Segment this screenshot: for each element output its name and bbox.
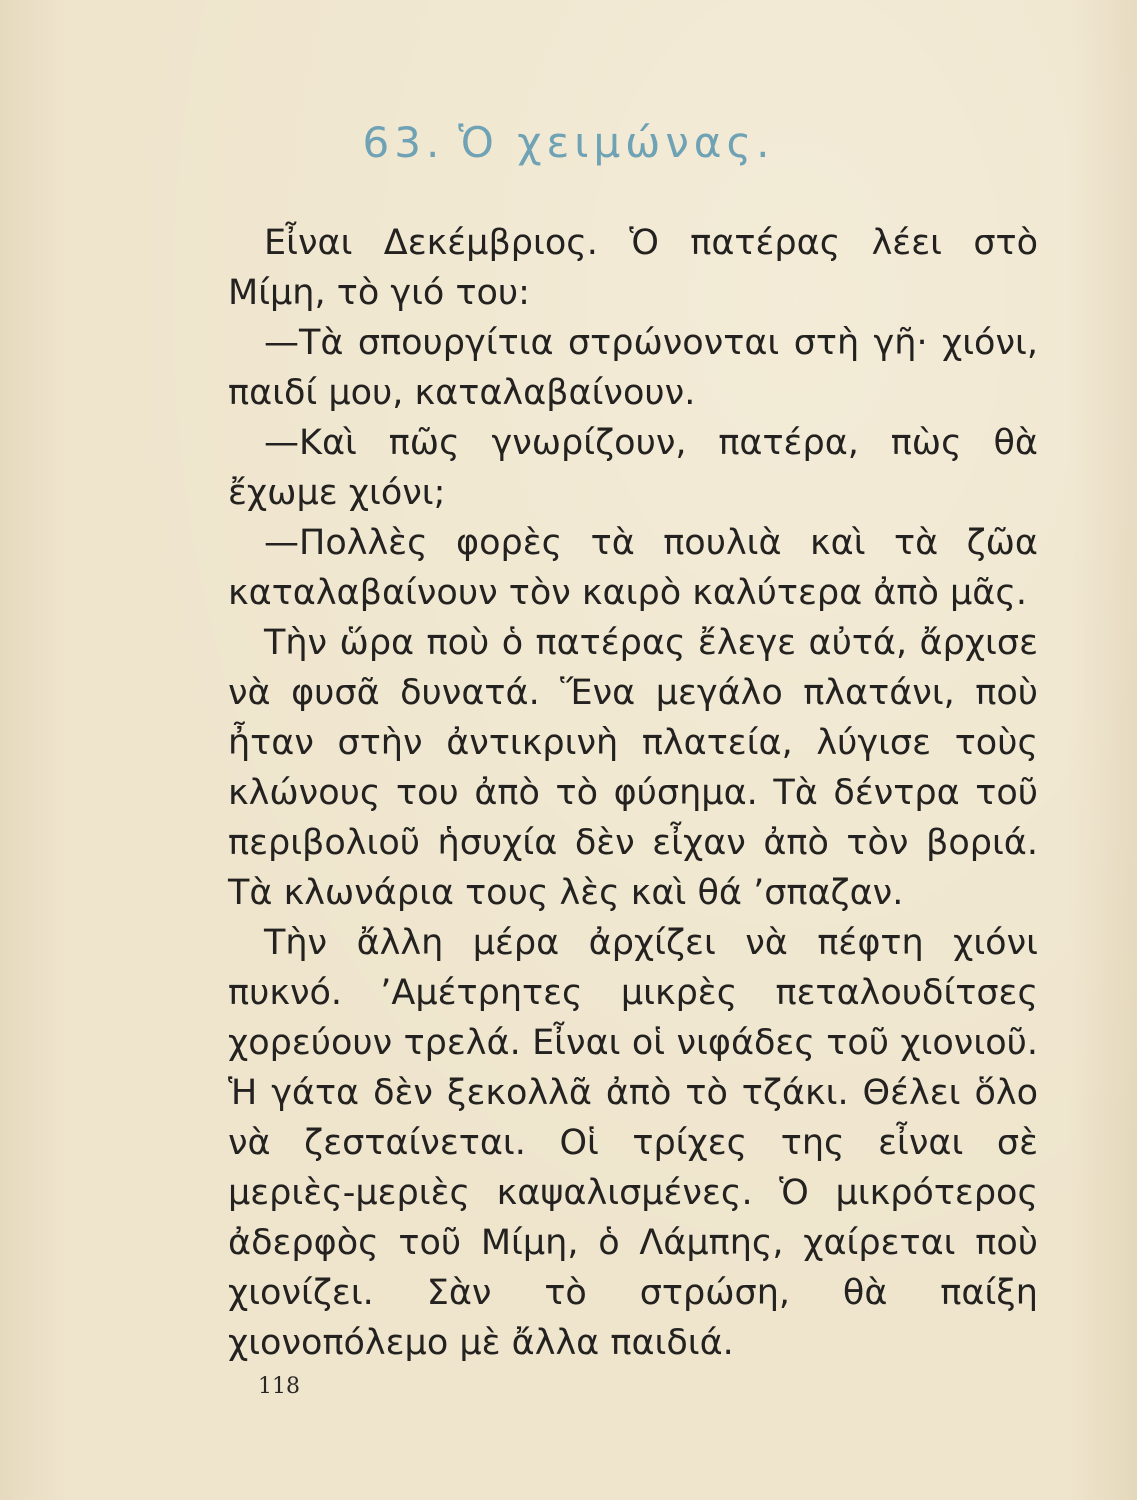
paragraph: —Πολλὲς φορὲς τὰ πουλιὰ καὶ τὰ ζῶα καταλαβαίνουν τὸν καιρὸ καλύτερα ἀπὸ μᾶς. (228, 523, 1038, 613)
chapter-number: 63. (362, 118, 445, 167)
chapter-heading (0, 118, 1137, 167)
paragraph: —Καὶ πῶς γνωρίζουν, πατέρα, πὼς θὰ ἔχωμε χιόνι; (228, 423, 1038, 513)
page-number: 118 (258, 1374, 300, 1399)
paragraph: Τὴν ἄλλη μέρα ἀρχίζει νὰ πέφτη χιόνι πυκνό. ’Αμέτρητες μικρὲς πεταλουδίτσες χορεύουν τρελά. Εἶναι οἱ νιφάδες τοῦ χιονιοῦ. Ἡ γάτα δὲν ξεκολλᾶ ἀπὸ τὸ τζάκι. Θέλει ὅλο νὰ ζεσταίνεται. Οἱ τρίχες της εἶναι σὲ μεριὲς-μεριὲς καψαλισμένες. Ὁ μικρότερος ἀδερφὸς τοῦ Μίμη, ὁ Λάμπης, χαίρεται ποὺ χιονίζει. Σὰν τὸ στρώση, θὰ παίξη χιονοπόλεμο μὲ ἄλλα παιδιά. (228, 923, 1038, 1363)
paragraph: Τὴν ὥρα ποὺ ὁ πατέρας ἔλεγε αὐτά, ἄρχισε νὰ φυσᾶ δυνατά. Ἕνα μεγάλο πλατάνι, ποὺ ἦταν στὴν ἀντικρινὴ πλατεία, λύγισε τοὺς κλώνους του ἀπὸ τὸ φύσημα. Τὰ δέντρα τοῦ περιβολιοῦ ἡσυχία δὲν εἶχαν ἀπὸ τὸν βοριά. Τὰ κλωνάρια τους λὲς καὶ θά ’σπαζαν. (228, 623, 1038, 913)
chapter-title: Ὁ χειμώνας. (458, 118, 775, 167)
paragraph: —Τὰ σπουργίτια στρώνονται στὴ γῆ· χιόνι, παιδί μου, καταλαβαίνουν. (228, 323, 1038, 413)
chapter-text (228, 218, 1038, 1368)
paragraph: Εἶναι Δεκέμβριος. Ὁ πατέρας λέει στὸ Μίμη, τὸ γιό του: (228, 223, 1038, 313)
